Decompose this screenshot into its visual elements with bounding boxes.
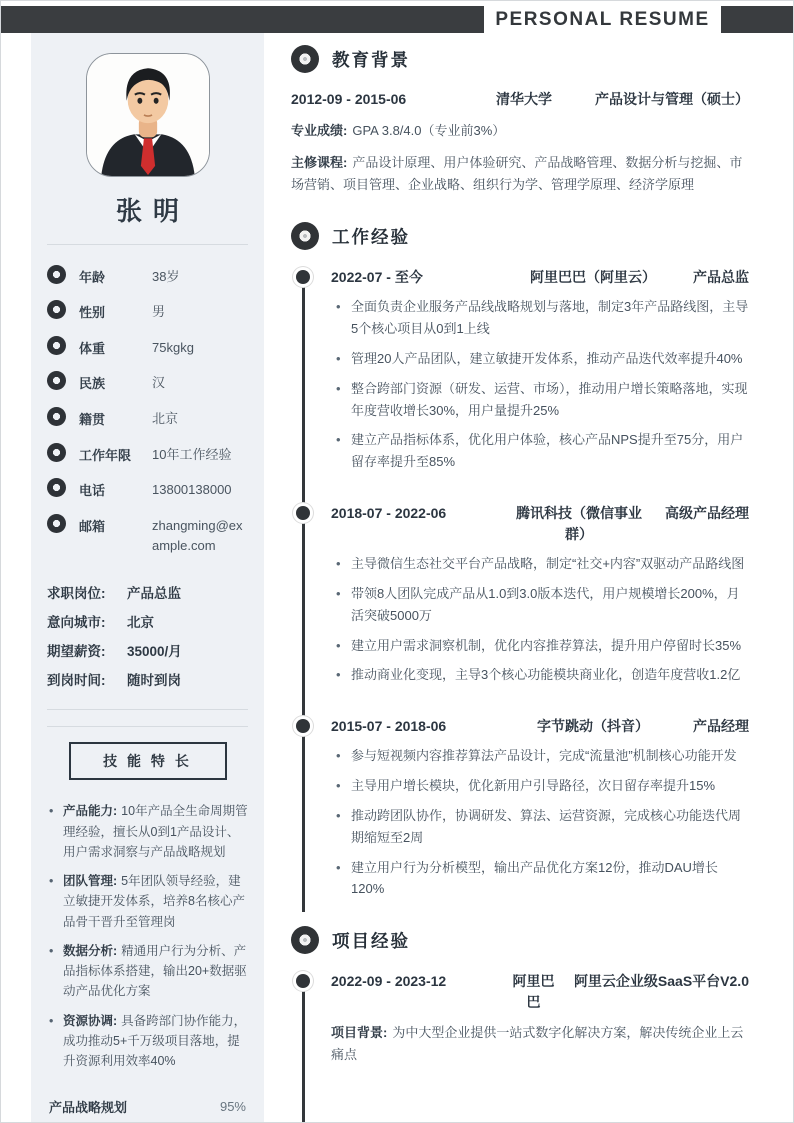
avatar <box>86 53 210 177</box>
section-header: 项目经验 <box>291 926 749 954</box>
timeline-dot-icon <box>296 270 310 284</box>
timeline-dot-icon <box>296 719 310 733</box>
work-entry <box>291 267 749 473</box>
timeline-dot-icon <box>296 506 310 520</box>
circle-dot-icon <box>291 926 319 954</box>
work-company: 阿里巴巴（阿里云） <box>530 269 656 286</box>
bullet-item: • 建立用户行为分析模型，输出产品优化方案12份，推动DAU增长120% <box>331 857 749 901</box>
work-role: 产品总监 <box>693 269 749 286</box>
project-entry <box>291 971 749 1066</box>
work-entry <box>291 716 749 900</box>
divider <box>47 726 248 727</box>
intent-row-city: 意向城市: 北京 <box>47 615 154 631</box>
education-courses: 主修课程: 产品设计原理、用户体验研究、产品战略管理、数据分析与挖掘、市场营销、项目管理、企业战略、组织行为学、管理学原理、经济学原理 <box>291 155 743 193</box>
project-meta-row <box>331 971 749 1013</box>
avatar-image <box>87 54 209 176</box>
main-content <box>291 45 749 1123</box>
skills-title: 技 能 特 长 <box>69 742 227 780</box>
divider <box>47 244 248 245</box>
work-company: 字节跳动（抖音） <box>537 718 649 735</box>
work-date: 2022-07 - 至今 <box>331 269 423 286</box>
circle-dot-icon <box>47 265 66 284</box>
progress-percent: 95% <box>219 1099 246 1114</box>
info-row-gender: 性别 男 <box>47 300 248 322</box>
education-meta-row <box>291 89 749 110</box>
skill-item: • 团队管理: 5年团队领导经验，建立敏捷开发体系，培养8名核心产品骨干晋升至管理岗 <box>47 871 248 932</box>
bullet-item: • 建立用户需求洞察机制，优化内容推荐算法，提升用户停留时长35% <box>331 635 749 657</box>
education-degree: 产品设计与管理（硕士） <box>595 91 749 107</box>
circle-dot-icon <box>291 45 319 73</box>
section-projects <box>291 926 749 1066</box>
circle-dot-icon <box>47 336 66 355</box>
work-role: 高级产品经理 <box>665 505 749 522</box>
work-entry <box>291 503 749 686</box>
intent-row-salary: 期望薪资: 35000/月 <box>47 644 182 660</box>
info-row-phone: 电话 13800138000 <box>47 478 248 500</box>
work-meta-row <box>331 267 749 288</box>
bullet-item: • 推动跨团队协作，协调研发、算法、运营资源，完成核心功能迭代周期缩短至2周 <box>331 805 749 849</box>
info-row-experience-years: 工作年限 10年工作经验 <box>47 443 248 465</box>
work-meta-row <box>331 716 749 737</box>
divider <box>47 709 248 710</box>
bullet-item: • 主导微信生态社交平台产品战略，制定“社交+内容”双驱动产品路线图 <box>331 553 749 575</box>
info-row-age: 年龄 38岁 <box>47 265 248 287</box>
skill-item: • 产品能力: 10年产品全生命周期管理经验，擅长从0到1产品设计、用户需求洞察与产品战略规划 <box>47 801 248 862</box>
intent-row-availability: 到岗时间: 随时到岗 <box>47 673 181 689</box>
skills-list <box>47 792 248 1071</box>
work-role: 产品经理 <box>693 718 749 735</box>
education-gpa: 专业成绩: GPA 3.8/4.0（专业前3%） <box>291 123 506 138</box>
work-date: 2018-07 - 2022-06 <box>331 505 447 522</box>
circle-dot-icon <box>291 222 319 250</box>
personal-info-list <box>47 251 248 556</box>
info-row-email: 邮箱 zhangming@example.com <box>47 514 248 556</box>
skill-progress: 产品战略规划 95% <box>49 1099 246 1115</box>
info-row-ethnicity: 民族 汉 <box>47 371 248 393</box>
section-education <box>291 45 749 196</box>
work-bullets <box>331 553 749 686</box>
circle-dot-icon <box>47 514 66 533</box>
section-header: 工作经验 <box>291 222 749 250</box>
info-row-weight: 体重 75kgkg <box>47 336 248 358</box>
intent-row-position: 求职岗位: 产品总监 <box>47 586 181 602</box>
info-row-hometown: 籍贯 北京 <box>47 407 248 429</box>
work-meta-row <box>331 503 749 545</box>
section-work <box>291 222 749 900</box>
timeline-dot-icon <box>296 974 310 988</box>
project-name: 阿里云企业级SaaS平台V2.0 <box>573 973 749 990</box>
header-bar-left <box>1 6 484 33</box>
bullet-item: • 全面负责企业服务产品线战略规划与落地，制定3年产品路线图，主导5个核心项目从0到1上线 <box>331 296 749 340</box>
skill-item: • 资源协调: 具备跨部门协作能力，成功推动5+千万级项目落地，提升资源利用效率40% <box>47 1011 248 1072</box>
bullet-item: • 主导用户增长模块，优化新用户引导路径，次日留存率提升15% <box>331 775 749 797</box>
bullet-item: • 推动商业化变现，主导3个核心功能模块商业化，创造年度营收1.2亿 <box>331 664 749 686</box>
candidate-name: 张明 <box>115 196 190 226</box>
sidebar <box>31 33 264 1123</box>
header-bar-right <box>721 6 793 33</box>
bullet-item: • 带领8人团队完成产品从1.0到3.0版本迭代，用户规模增长200%，月活突破5000万 <box>331 583 749 627</box>
circle-dot-icon <box>47 443 66 462</box>
circle-dot-icon <box>47 407 66 426</box>
work-date: 2015-07 - 2018-06 <box>331 718 447 735</box>
skill-item: • 数据分析: 精通用户行为分析、产品指标体系搭建，输出20+数据驱动产品优化方案 <box>47 941 248 1002</box>
section-header: 教育背景 <box>291 45 749 73</box>
job-intent <box>47 573 248 689</box>
bullet-item: • 整合跨部门资源（研发、运营、市场），推动用户增长策略落地，实现年度营收增长30%，用户量提升25% <box>331 378 749 422</box>
education-entry <box>291 89 749 196</box>
bullet-item: • 管理20人产品团队，建立敏捷开发体系，推动产品迭代效率提升40% <box>331 348 749 370</box>
education-school: 清华大学 <box>496 91 552 107</box>
work-company: 腾讯科技（微信事业群） <box>516 505 642 543</box>
work-bullets <box>331 745 749 900</box>
bullet-item: • 建立产品指标体系，优化用户体验，核心产品NPS提升至75分，用户留存率提升至85% <box>331 429 749 473</box>
header-bar <box>1 6 793 33</box>
project-company: 阿里巴巴 <box>512 973 555 1011</box>
project-background: 项目背景: 为中大型企业提供一站式数字化解决方案，解决传统企业上云痛点 <box>331 1025 744 1063</box>
circle-dot-icon <box>47 300 66 319</box>
bullet-item: • 参与短视频内容推荐算法产品设计，完成“流量池”机制核心功能开发 <box>331 745 749 767</box>
work-bullets <box>331 296 749 473</box>
circle-dot-icon <box>47 478 66 497</box>
project-date: 2022-09 - 2023-12 <box>331 973 447 990</box>
circle-dot-icon <box>47 371 66 390</box>
page-title: PERSONAL RESUME <box>484 6 721 33</box>
education-date: 2012-09 - 2015-06 <box>291 91 407 107</box>
